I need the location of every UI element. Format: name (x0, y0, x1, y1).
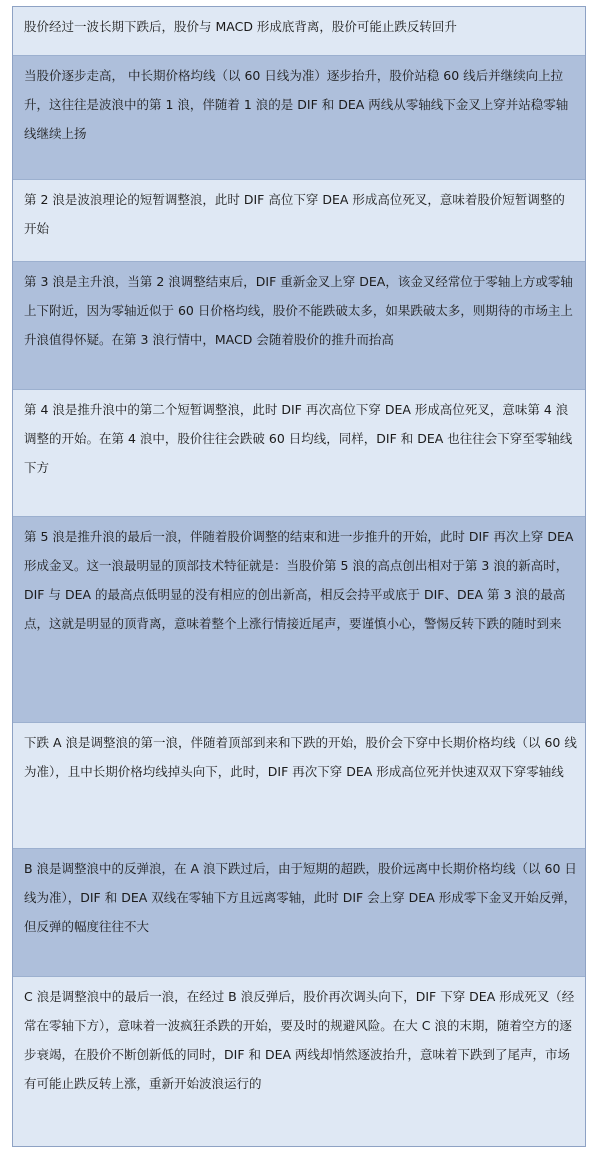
table-row-1: 股价经过一波长期下跌后，股价与 MACD 形成底背离，股价可能止跌反转回升 (13, 7, 585, 56)
table-row-6: 第 5 浪是推升浪的最后一浪，伴随着股价调整的结束和进一步推升的开始，此时 DIF 再次上穿 DEA 形成金叉。这一浪最明显的顶部技术特征就是：当股价第 5 浪的高点创出相对于第 3 浪的新高时，DIF 与 DEA 的最高点低明显的没有相应的创出新高，相反会持平或底于 DIF、DEA 第 3 浪的最高点，这就是明显的顶背离，意味着整个上涨行情接近尾声，要谨慎小心，警惕反转下跌的随时到来 (13, 517, 585, 723)
table-row-3: 第 2 浪是波浪理论的短暂调整浪，此时 DIF 高位下穿 DEA 形成高位死叉，意味着股价短暂调整的开始 (13, 180, 585, 262)
table-row-2: 当股价逐步走高， 中长期价格均线（以 60 日线为准）逐步抬升，股价站稳 60 线后并继续向上拉升，这往往是波浪中的第 1 浪，伴随着 1 浪的是 DIF 和 DEA 两线从零轴线下金叉上穿并站稳零轴线继续上扬 (13, 56, 585, 180)
macd-wave-table (12, 6, 586, 1147)
table-row-7: 下跌 A 浪是调整浪的第一浪，伴随着顶部到来和下跌的开始，股价会下穿中长期价格均线（以 60 线为准），且中长期价格均线掉头向下，此时，DIF 再次下穿 DEA 形成高位死并快速双双下穿零轴线 (13, 723, 585, 849)
table-row-5: 第 4 浪是推升浪中的第二个短暂调整浪，此时 DIF 再次高位下穿 DEA 形成高位死叉，意味第 4 浪调整的开始。在第 4 浪中，股价往往会跌破 60 日均线，同样，DIF 和 DEA 也往往会下穿至零轴线下方 (13, 390, 585, 517)
table-row-8: B 浪是调整浪中的反弹浪，在 A 浪下跌过后，由于短期的超跌，股价远离中长期价格均线（以 60 日线为准），DIF 和 DEA 双线在零轴下方且远离零轴，此时 DIF 会上穿 DEA 形成零下金叉开始反弹，但反弹的幅度往往不大 (13, 849, 585, 977)
table-row-4: 第 3 浪是主升浪，当第 2 浪调整结束后，DIF 重新金叉上穿 DEA，该金叉经常位于零轴上方或零轴上下附近，因为零轴近似于 60 日价格均线，股价不能跌破太多，如果跌破太多，则期待的市场主上升浪值得怀疑。在第 3 浪行情中，MACD 会随着股价的推升而抬高 (13, 262, 585, 390)
table-row-9: C 浪是调整浪中的最后一浪，在经过 B 浪反弹后，股价再次调头向下，DIF 下穿 DEA 形成死叉（经常在零轴下方），意味着一波疯狂杀跌的开始，要及时的规避风险。在大 C 浪的末期，随着空方的逐步衰竭，在股价不断创新低的同时，DIF 和 DEA 两线却悄然逐波抬升，意味着下跌到了尾声，市场有可能止跌反转上涨，重新开始波浪运行的 (13, 977, 585, 1146)
